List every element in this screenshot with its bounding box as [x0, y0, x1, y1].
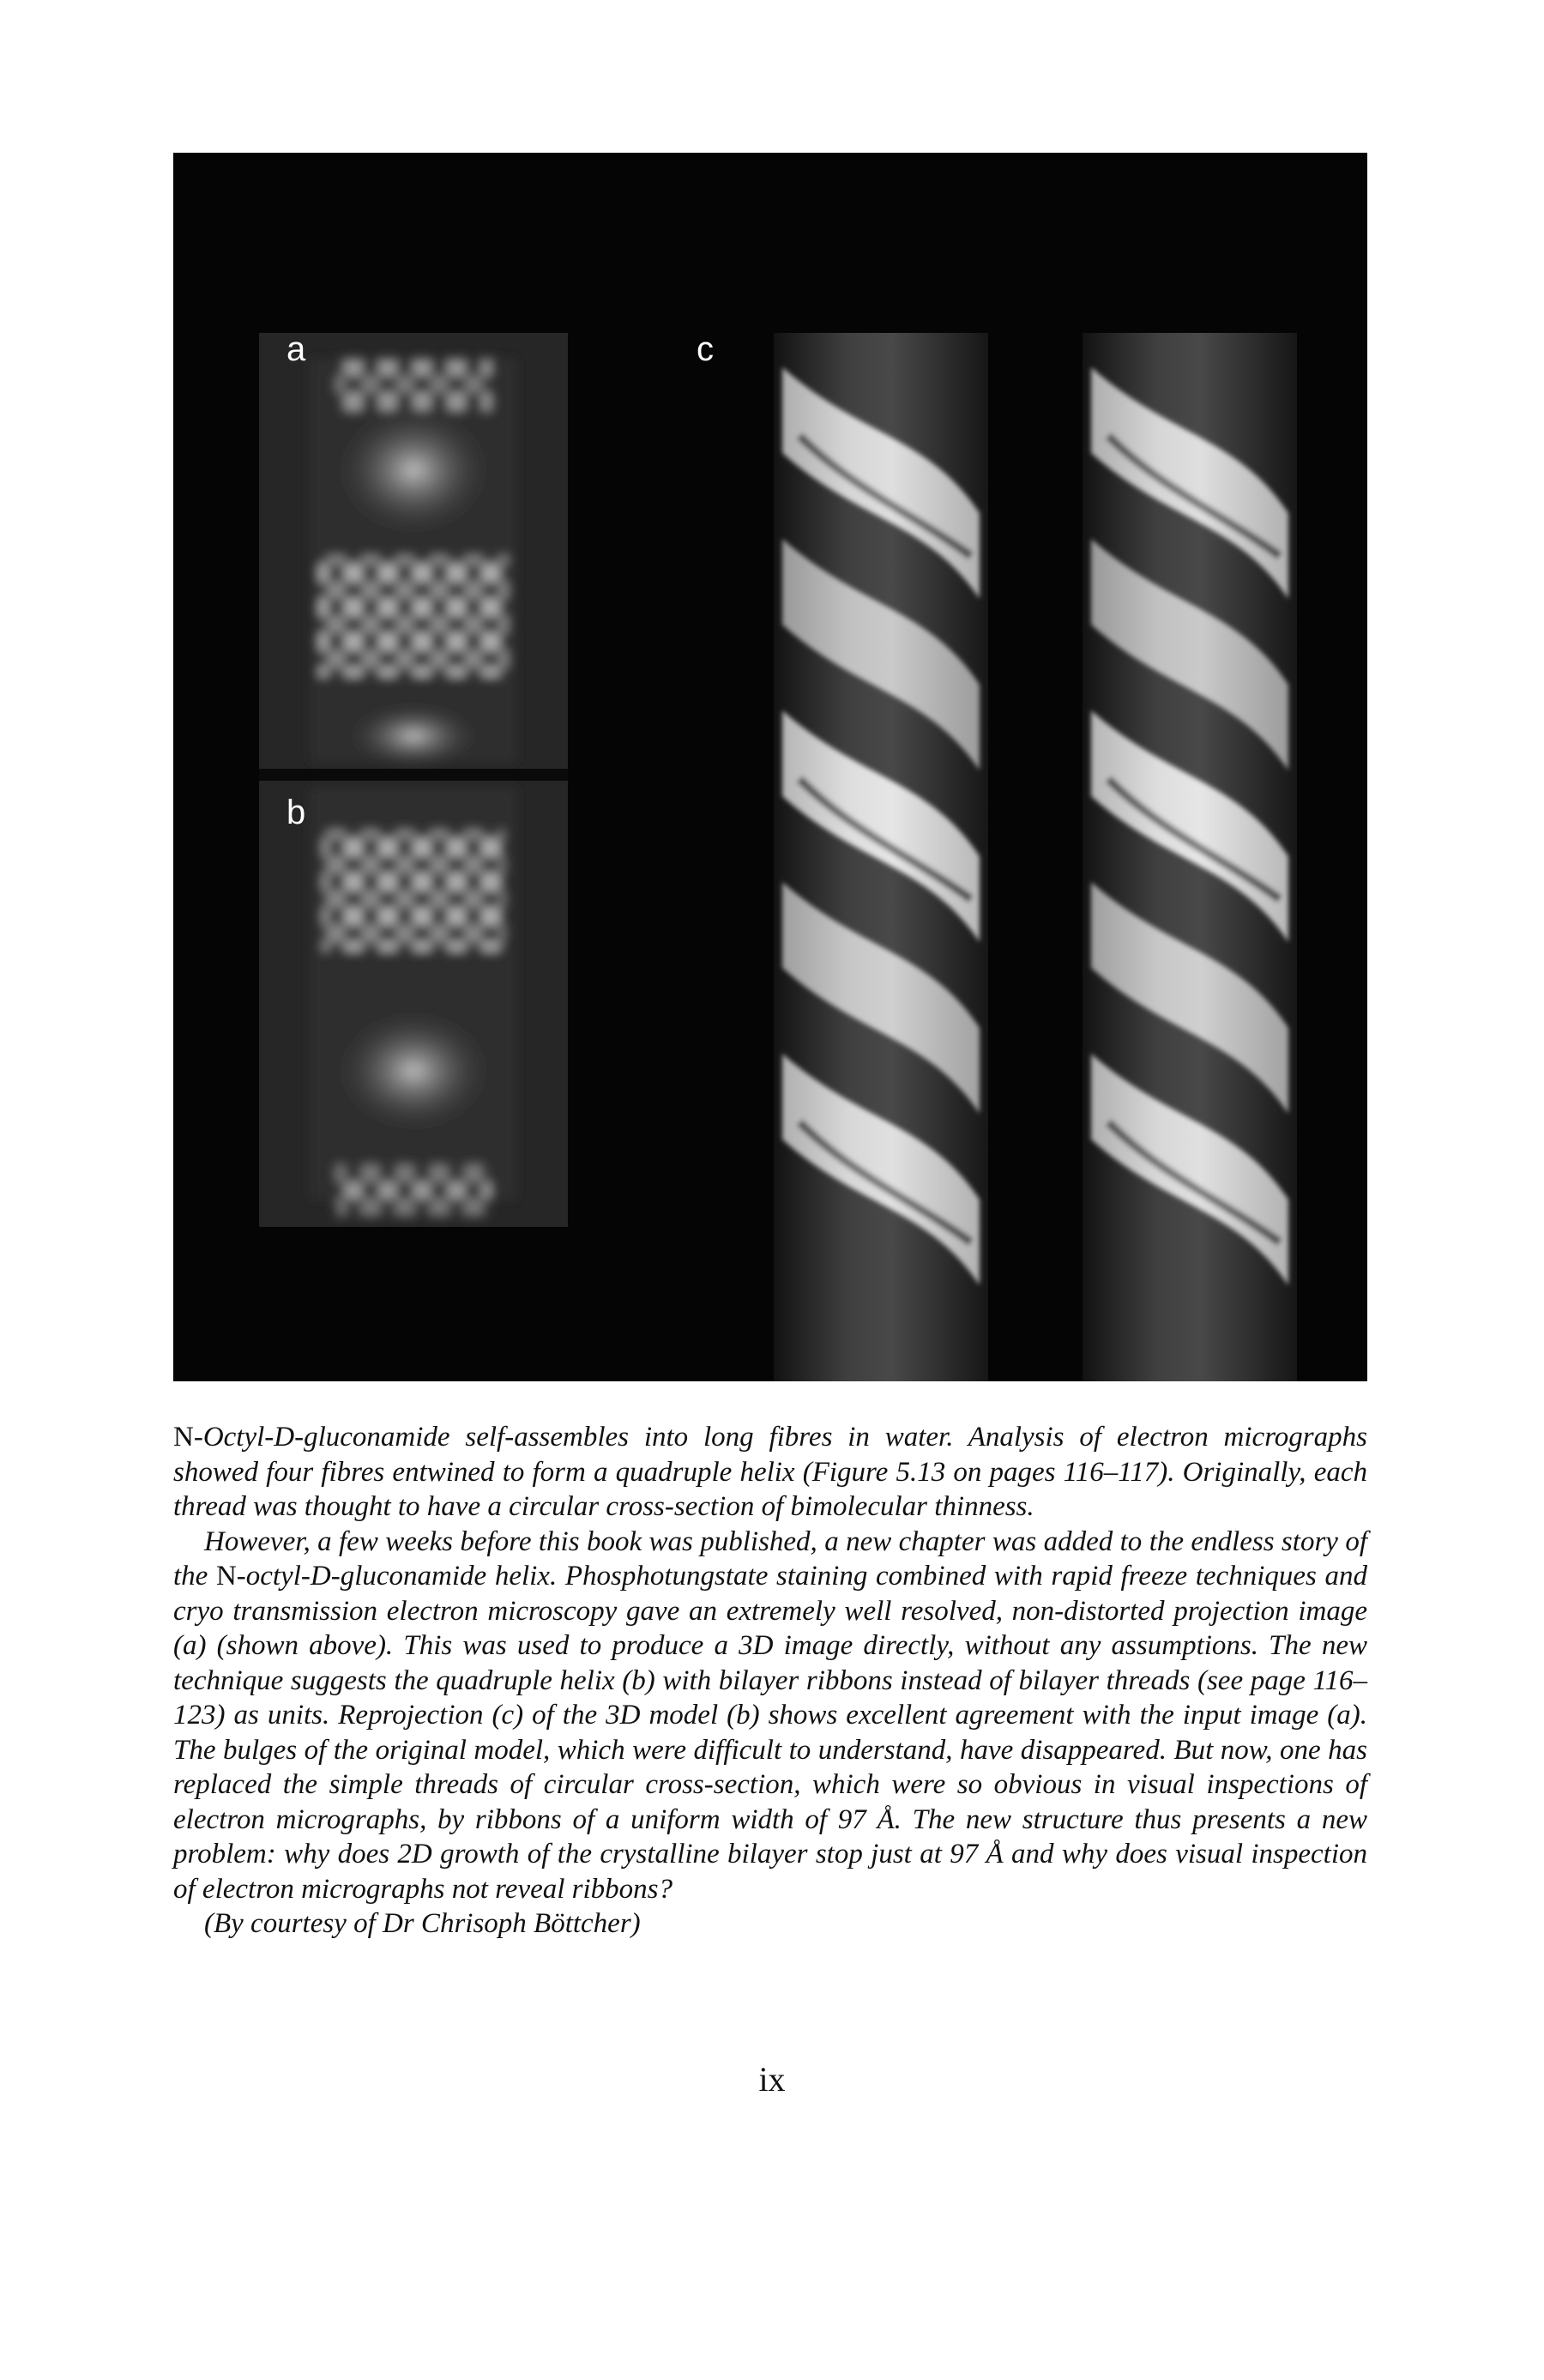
panel-a-projection [259, 333, 568, 779]
helix-rope-left [774, 333, 988, 1381]
caption-paragraph-2-part-b: octyl-D-gluconamide helix. Phosphotungstate staining combined with rapid freeze techniques and cryo transmission electron microscopy gave an extremely well resolved, non-distorted projection image (a) (shown above). This was used to produce a 3D image directly, without any assumptions. The new technique suggests the quadruple helix (b) with bilayer ribbons instead of bilayer threads (see page 116–123) as units. Reprojection (c) of the 3D model (b) shows excellent agreement with the input image (a). The bulges of the original model, which were difficult to understand, have disappeared. But now, one has replaced the simple threads of circular cross-section, which were so obvious in visual inspections of electron micrographs, by ribbons of a uniform width of 97 Å. The new structure thus presents a new problem: why does 2D growth of the crystalline bilayer stop just at 97 Å and why does visual inspection of electron micrographs not reveal ribbons? [173, 1561, 1367, 1905]
caption-paragraph-1-text: Octyl-D-gluconamide self-assembles into long fibres in water. Analysis of electron micrographs showed four fibres entwined to form a quadruple helix (Figure 5.13 on pages 116–117). Originally, each thread was thought to have a circular cross-section of bimolecular thinness. [173, 1422, 1367, 1522]
n-prefix: N- [173, 1422, 203, 1453]
page-number: ix [758, 2060, 786, 2099]
panel-c-reprojection [774, 333, 1297, 1381]
courtesy-credit: (By courtesy of Dr Chrisoph Böttcher) [204, 1908, 641, 1939]
electron-micrograph-figure [173, 153, 1367, 1381]
n-prefix-2: N- [215, 1561, 246, 1592]
caption-paragraph-2-part-a: However, a few weeks before this book was published, a new chapter was added to the endless story of the [173, 1525, 1367, 1592]
panel-label-b: b [286, 794, 306, 831]
figure-caption [173, 1420, 1367, 1942]
panel-b-model [259, 781, 568, 1227]
micrograph-image [173, 153, 1367, 1381]
panel-label-a: a [286, 330, 306, 368]
helix-rope-right [1083, 333, 1297, 1381]
panel-label-c: c [697, 330, 714, 368]
caption-paragraph-2 [173, 1525, 1367, 1942]
caption-paragraph-1 [173, 1420, 1367, 1525]
